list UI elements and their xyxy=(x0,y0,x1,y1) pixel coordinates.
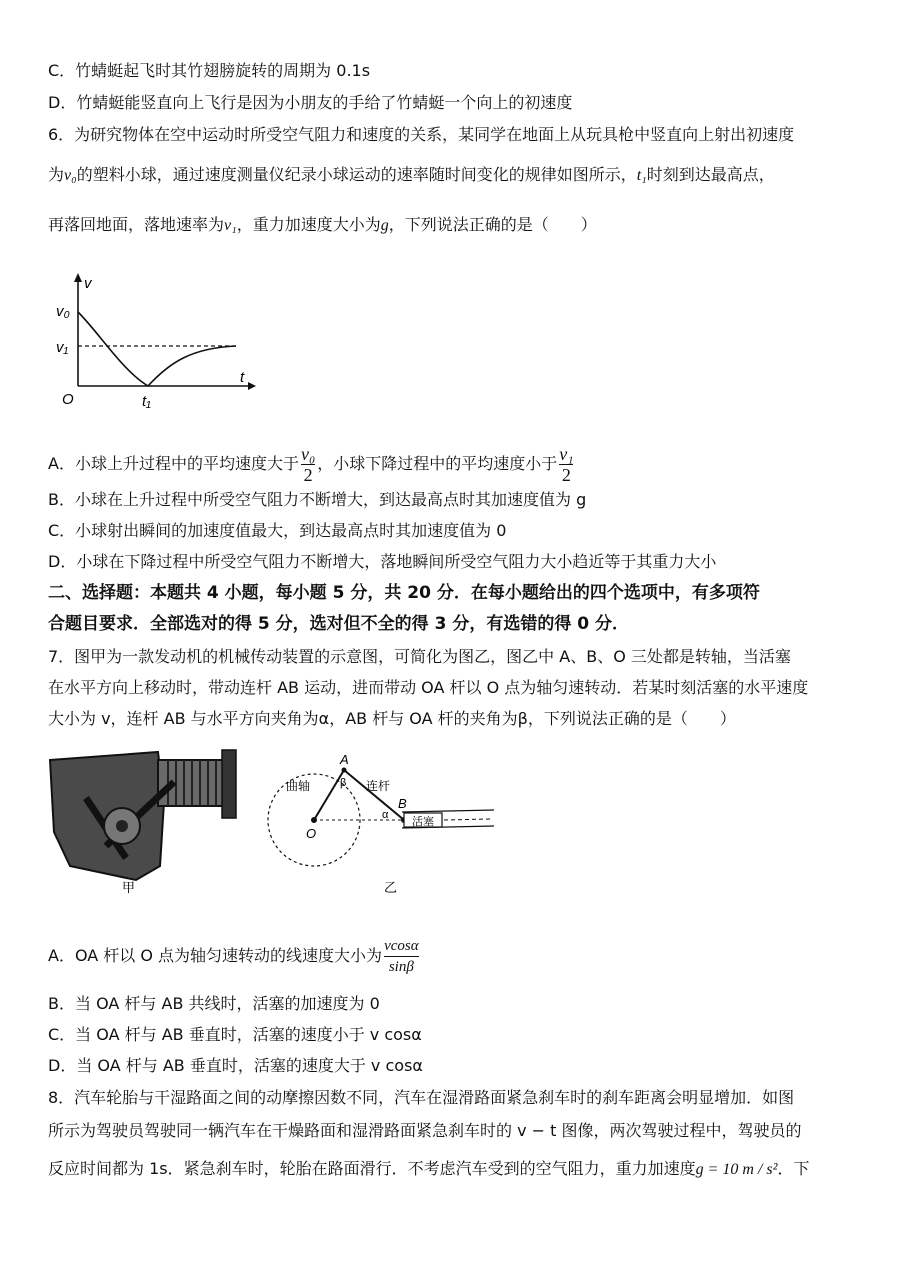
spring-coils xyxy=(168,760,216,806)
crank-hub xyxy=(116,820,128,832)
q7-stem-line-3: 大小为 v，连杆 AB 与水平方向夹角为α，AB 杆与 OA 杆的夹角为β，下列说法正确的是（ ） xyxy=(48,709,736,728)
q6-option-d: D．小球在下降过程中所受空气阻力不断增大，落地瞬间所受空气阻力大小趋近等于其重力大小 xyxy=(48,552,717,571)
rod-ab xyxy=(344,770,404,820)
q7-option-c: C．当 OA 杆与 AB 垂直时，活塞的速度小于 v cosα xyxy=(48,1025,422,1044)
t1-label: t₁ xyxy=(142,393,151,410)
label-piston: 活塞 xyxy=(412,816,434,828)
fraction-denominator: sinβ xyxy=(388,959,414,975)
pivot-o xyxy=(311,817,317,823)
rising-curve xyxy=(78,312,148,386)
q6-text: 的塑料小球，通过速度测量仪纪录小球运动的速率随时间变化的规律如图所示， xyxy=(76,165,637,184)
q6-text: ，重力加速度大小为 xyxy=(236,215,381,234)
q8-stem-line-2: 所示为驾驶员驾驶同一辆汽车在干燥路面和湿滑路面紧急刹车时的 v − t 图像，两次驾驶过程中，驾驶员的 xyxy=(48,1121,802,1140)
pivot-a xyxy=(342,768,347,773)
q7-stem-line-1: 7．图甲为一款发动机的机械传动装置的示意图，可简化为图乙，图乙中 A、B、O 三处都是转轴，当活塞 xyxy=(48,647,791,666)
q7a-text: A．OA 杆以 O 点为轴匀速转动的线速度大小为 xyxy=(48,946,383,965)
label-rod: 连杆 xyxy=(366,779,391,793)
q6a-text: A．小球上升过程中的平均速度大于 xyxy=(48,454,299,473)
section-2-heading-1: 二、选择题：本题共 4 小题，每小题 5 分，共 20 分．在每小题给出的四个选项中，有多项符 xyxy=(48,583,760,603)
q6-option-b: B．小球在上升过程中所受空气阻力不断增大，到达最高点时其加速度值为 g xyxy=(48,490,587,509)
label-alpha: α xyxy=(382,809,389,821)
q6-option-c: C．小球射出瞬间的加速度值最大，到达最高点时其加速度值为 0 xyxy=(48,521,507,540)
q6-g-symbol: g xyxy=(380,217,389,234)
piston-rod-dashed xyxy=(444,819,490,820)
q8-stem-line-1: 8．汽车轮胎与干湿路面之间的动摩擦因数不同，汽车在湿滑路面紧急刹车时的刹车距离会明显增加．如图 xyxy=(48,1088,795,1107)
q6-stem-line-2 xyxy=(48,164,775,187)
label-b: B xyxy=(398,796,407,811)
label-o: O xyxy=(306,826,317,841)
figure-jia-engine xyxy=(46,746,246,896)
q8-stem-line-3 xyxy=(48,1158,809,1181)
fraction-numerator: v₁ xyxy=(559,444,574,464)
cylinder-cap xyxy=(222,750,236,818)
q6-text: 时刻到达最高点， xyxy=(646,165,775,184)
q8-g-value: g = 10 m / s² xyxy=(695,1161,778,1178)
q6-text: 再落回地面，落地速率为 xyxy=(48,215,225,234)
cylinder-top-wall xyxy=(402,810,494,812)
q6-text: 为 xyxy=(48,165,65,184)
v-axis-arrow xyxy=(74,273,82,282)
label-crank: 曲轴 xyxy=(286,779,311,793)
fraction-numerator: v₀ xyxy=(300,444,316,464)
fraction-v0-over-2 xyxy=(301,444,315,485)
origin-label: O xyxy=(62,391,74,408)
t-axis-label: t xyxy=(240,369,245,386)
section-2-heading-2: 合题目要求．全部选对的得 5 分，选对但不全的得 3 分，有选错的得 0 分． xyxy=(48,614,629,634)
q6-vt-graph xyxy=(52,268,262,418)
q6-text: ，下列说法正确的是（ ） xyxy=(388,215,597,234)
v0-label: v₀ xyxy=(56,303,70,320)
label-beta: β xyxy=(340,777,347,789)
q8-text: 反应时间都为 1s．紧急刹车时，轮胎在路面滑行．不考虑汽车受到的空气阻力，重力加速度 xyxy=(48,1159,696,1178)
falling-curve xyxy=(148,346,236,386)
q6-stem-line-1: 6．为研究物体在空中运动时所受空气阻力和速度的关系，某同学在地面上从玩具枪中竖直向上射出初速度 xyxy=(48,125,795,144)
fraction-numerator: vcosα xyxy=(384,938,419,954)
q6-t1-symbol: t₁ xyxy=(636,167,647,184)
v1-label: v₁ xyxy=(56,339,69,356)
figure-jia-caption: 甲 xyxy=(122,880,136,895)
q6-option-a xyxy=(48,444,575,485)
q7-option-a xyxy=(48,936,421,977)
option-d-line: D．竹蜻蜓能竖直向上飞行是因为小朋友的手给了竹蜻蜓一个向上的初速度 xyxy=(48,93,573,112)
figure-yi-schematic xyxy=(262,746,502,896)
q7-option-b: B．当 OA 杆与 AB 共线时，活塞的加速度为 0 xyxy=(48,994,380,1013)
fraction-denominator: 2 xyxy=(303,465,313,485)
q7-stem-line-2: 在水平方向上移动时，带动连杆 AB 运动，进而带动 OA 杆以 O 点为轴匀速转动．若某时刻活塞的水平速度 xyxy=(48,678,809,697)
fraction-v1-over-2 xyxy=(559,444,573,485)
fraction-vcos-over-sin xyxy=(384,936,419,977)
q6-v1-symbol: v₁ xyxy=(224,217,237,234)
q6-v0-symbol: v₀ xyxy=(64,167,77,184)
t-axis-arrow xyxy=(248,382,256,390)
q6-stem-line-3 xyxy=(48,214,597,237)
q7-option-d: D．当 OA 杆与 AB 垂直时，活塞的速度大于 v cosα xyxy=(48,1056,423,1075)
q8-text: ．下 xyxy=(777,1159,810,1178)
fraction-denominator: 2 xyxy=(561,465,571,485)
figure-yi-caption: 乙 xyxy=(384,880,398,895)
q6a-text: ，小球下降过程中的平均速度小于 xyxy=(317,454,558,473)
v-axis-label: v xyxy=(84,275,92,292)
label-a: A xyxy=(340,752,349,767)
option-c-line: C．竹蜻蜓起飞时其竹翅膀旋转的周期为 0.1s xyxy=(48,61,371,80)
